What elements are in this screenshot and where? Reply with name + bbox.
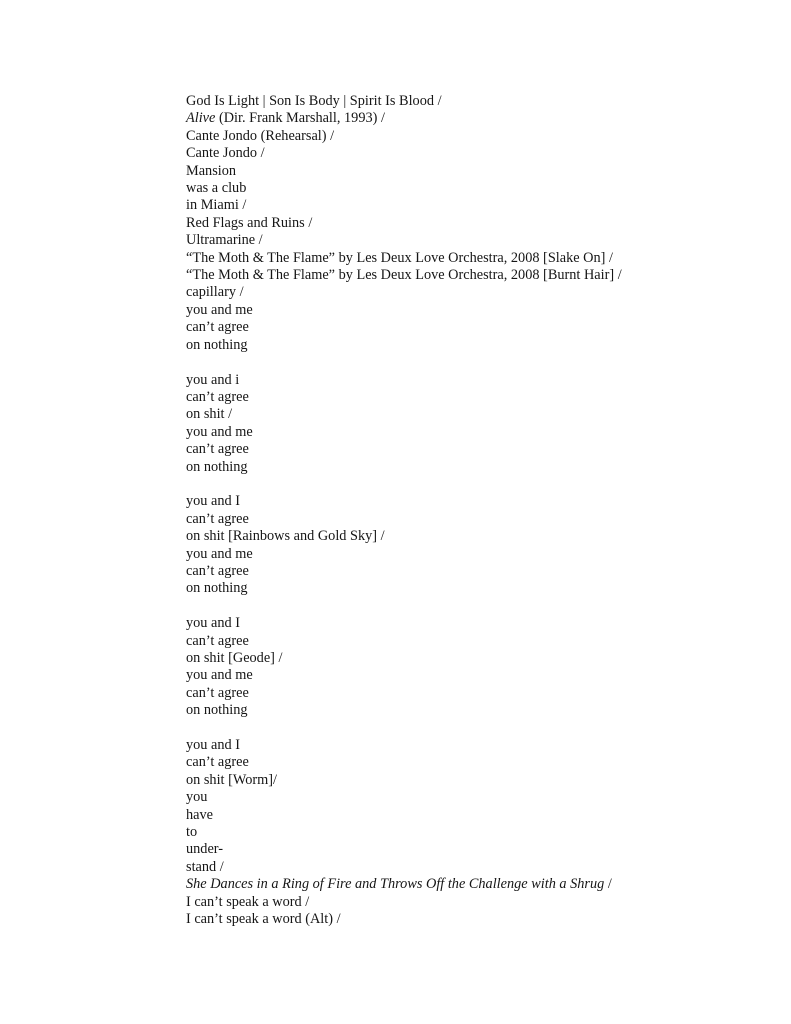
text-line: [186, 406, 766, 423]
text-line: [186, 110, 766, 127]
line-text: can’t agree: [186, 684, 249, 701]
text-line: [186, 720, 766, 737]
text-line: [186, 772, 766, 789]
line-text: Cante Jondo (Rehearsal) /: [186, 127, 335, 144]
line-text: you and i: [186, 371, 240, 388]
line-text: on nothing: [186, 702, 248, 719]
text-line: [186, 563, 766, 580]
line-text: God Is Light | Son Is Body | Spirit Is Blood /: [186, 93, 442, 109]
text-line: [186, 894, 766, 911]
line-text: on nothing: [186, 458, 248, 475]
line-text: Cante Jondo /: [186, 145, 265, 162]
line-text: you and I: [186, 493, 240, 510]
line-text: can’t agree: [186, 754, 249, 771]
text-line: [186, 284, 766, 301]
line-text: have: [186, 806, 213, 823]
text-line: [186, 145, 766, 162]
text-line: [186, 511, 766, 528]
text-line: [186, 824, 766, 841]
line-text: capillary /: [186, 284, 244, 301]
text-line: [186, 650, 766, 667]
text-line: [186, 598, 766, 615]
line-text: you: [186, 789, 208, 806]
line-text: on nothing: [186, 336, 248, 353]
text-line: [186, 737, 766, 754]
text-line: [186, 302, 766, 319]
text-line: [186, 424, 766, 441]
text-line: [186, 215, 766, 232]
text-line: [186, 911, 766, 928]
line-text: you and I: [186, 737, 240, 754]
text-line: [186, 267, 766, 284]
text-line: [186, 163, 766, 180]
text-line: [186, 493, 766, 510]
text-line: [186, 807, 766, 824]
text-line: [186, 633, 766, 650]
text-line: [186, 319, 766, 336]
italic-title: Alive: [186, 110, 216, 127]
text-line: [186, 232, 766, 249]
line-text: you and me: [186, 423, 253, 440]
text-line: [186, 197, 766, 214]
line-text: (Dir. Frank Marshall, 1993) /: [215, 110, 385, 127]
line-text: on shit [Rainbows and Gold Sky] /: [186, 528, 385, 545]
text-line: [186, 667, 766, 684]
line-text: under-: [186, 841, 224, 858]
line-text: Red Flags and Ruins /: [186, 214, 313, 231]
italic-title: She Dances in a Ring of Fire and Throws Off the Challenge with a Shrug: [186, 876, 605, 893]
text-line: [186, 441, 766, 458]
line-text: can’t agree: [186, 562, 249, 579]
line-text: “The Moth & The Flame” by Les Deux Love Orchestra, 2008 [Slake On] /: [186, 249, 613, 266]
line-text: “The Moth & The Flame” by Les Deux Love Orchestra, 2008 [Burnt Hair] /: [186, 267, 622, 284]
text-line: [186, 580, 766, 597]
text-line: [186, 685, 766, 702]
text-line: [186, 93, 766, 110]
text-line: [186, 337, 766, 354]
line-text: Ultramarine /: [186, 232, 263, 249]
text-line: [186, 754, 766, 771]
line-text: can’t agree: [186, 510, 249, 527]
text-line: [186, 372, 766, 389]
poem-text: [186, 93, 766, 929]
line-text: in Miami /: [186, 197, 247, 214]
text-line: [186, 459, 766, 476]
text-line: [186, 876, 766, 893]
line-text: you and I: [186, 615, 240, 632]
text-line: [186, 615, 766, 632]
line-text: you and me: [186, 545, 253, 562]
text-line: [186, 841, 766, 858]
text-line: [186, 476, 766, 493]
line-text: /: [604, 876, 612, 893]
text-line: [186, 354, 766, 371]
line-text: you and me: [186, 301, 253, 318]
text-line: [186, 702, 766, 719]
text-line: [186, 528, 766, 545]
line-text: on shit [Geode] /: [186, 650, 283, 666]
line-text: I can’t speak a word /: [186, 893, 310, 910]
line-text: on shit /: [186, 406, 233, 423]
line-text: on shit [Worm]/: [186, 771, 277, 788]
line-text: to: [186, 824, 198, 841]
text-line: [186, 180, 766, 197]
line-text: I can’t speak a word (Alt) /: [186, 911, 341, 928]
text-line: [186, 546, 766, 563]
text-line: [186, 250, 766, 267]
line-text: can’t agree: [186, 441, 249, 458]
line-text: stand /: [186, 858, 224, 875]
line-text: was a club: [186, 180, 247, 197]
line-text: can’t agree: [186, 319, 249, 336]
text-line: [186, 389, 766, 406]
text-line: [186, 789, 766, 806]
line-text: on nothing: [186, 580, 248, 597]
line-text: can’t agree: [186, 388, 249, 405]
line-text: can’t agree: [186, 632, 249, 649]
text-line: [186, 128, 766, 145]
text-line: [186, 859, 766, 876]
line-text: you and me: [186, 667, 253, 684]
line-text: Mansion: [186, 162, 237, 179]
